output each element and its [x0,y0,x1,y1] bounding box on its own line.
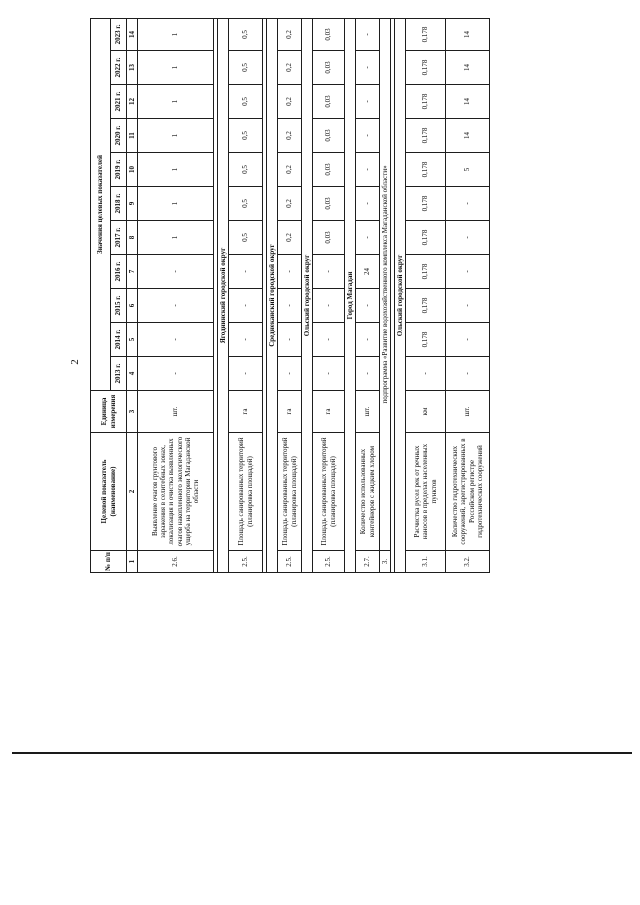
row-value: 0,5 [229,51,263,85]
row-value: - [313,289,345,323]
index-cell: 6 [127,289,138,323]
header-year: 2023 г. [111,18,127,50]
row-value: - [356,323,380,357]
index-cell: 9 [127,187,138,221]
row-value: 0,03 [313,153,345,187]
section-row [302,18,313,572]
row-unit: га [229,391,263,433]
header-year: 2014 г. [111,323,127,357]
index-cell: 5 [127,323,138,357]
row-unit: шт. [138,391,214,433]
row-value: - [313,255,345,289]
index-cell: 11 [127,119,138,153]
row-value: - [406,357,446,391]
header-year: 2022 г. [111,51,127,85]
row-value: 0,178 [406,153,446,187]
index-cell: 12 [127,85,138,119]
row-no: 2.5. [229,551,263,573]
header-no: № п/п [91,551,127,573]
horizontal-rule [12,752,632,754]
index-cell: 13 [127,51,138,85]
index-cell: 8 [127,221,138,255]
section-row [395,18,406,572]
header-year: 2020 г. [111,119,127,153]
header-year: 2021 г. [111,85,127,119]
row-value: - [313,323,345,357]
index-cell: 2 [127,433,138,551]
row-value: 5 [446,153,490,187]
row-indicator-name: Расчистка русел рек от речных наносов в пределах населенных пунктов [406,433,446,551]
row-value: 0,03 [313,18,345,50]
row-value: 14 [446,51,490,85]
row-value: 0,178 [406,255,446,289]
row-value: - [356,18,380,50]
row-value: 0,178 [406,323,446,357]
index-cell: 10 [127,153,138,187]
row-unit: шт. [356,391,380,433]
row-value: 14 [446,85,490,119]
row-value: - [229,357,263,391]
row-value: 1 [138,18,214,50]
row-no: 3.1. [406,551,446,573]
table-row [278,18,302,572]
row-value: 0,5 [229,85,263,119]
section-row [345,18,356,572]
row-value: 0,5 [229,153,263,187]
section-title: Среднеканский городской округ [267,18,278,572]
row-value: - [446,323,490,357]
table-row [229,18,263,572]
row-value: 0,178 [406,18,446,50]
row-value: 24 [356,255,380,289]
subprogram-title: подпрограмма «Развитие водохозяйственного комплекса Магаданской области» [380,18,391,550]
table-row [313,18,345,572]
row-value: - [229,255,263,289]
row-value: - [446,289,490,323]
row-value: 0,5 [229,18,263,50]
header-year: 2017 г. [111,221,127,255]
row-value: 14 [446,18,490,50]
header-indicator: Целевой показатель (наименование) [91,433,127,551]
header-unit: Единица измерения [91,391,127,433]
row-value: 1 [138,119,214,153]
row-value: 0,03 [313,51,345,85]
row-value: - [278,255,302,289]
row-value: 0,178 [406,187,446,221]
section-row [218,18,229,572]
index-cell: 3 [127,391,138,433]
section-title: Ольский городской округ [395,18,406,572]
row-value: 0,2 [278,187,302,221]
section-row [267,18,278,572]
row-value: - [356,357,380,391]
row-value: - [138,289,214,323]
row-value: - [278,323,302,357]
row-value: 1 [138,51,214,85]
row-value: 1 [138,187,214,221]
row-indicator-name: Количество гидротехнических сооружений, зарегистрированных в Российском регистре гидротехнических сооружений [446,433,490,551]
row-no: 2.5. [313,551,345,573]
header-year: 2015 г. [111,289,127,323]
rotated-table-container [90,18,565,573]
row-value: 0,178 [406,85,446,119]
row-no: 2.5. [278,551,302,573]
row-value: 14 [446,119,490,153]
header-year: 2018 г. [111,187,127,221]
row-value: - [278,357,302,391]
row-unit: га [313,391,345,433]
header-year: 2013 г. [111,357,127,391]
row-value: - [313,357,345,391]
subprogram-row [380,18,391,572]
row-value: - [138,255,214,289]
page-number: 2 [68,359,81,365]
row-value: 0,2 [278,85,302,119]
row-value: 0,5 [229,221,263,255]
index-cell: 4 [127,357,138,391]
row-value: - [446,187,490,221]
header-year: 2019 г. [111,153,127,187]
table-wrapper [90,18,565,573]
row-no: 2.7. [356,551,380,573]
row-value: 0,178 [406,289,446,323]
row-value: 0,2 [278,18,302,50]
row-value: - [229,323,263,357]
row-value: 0,03 [313,119,345,153]
table-row [406,18,446,572]
row-value: - [446,255,490,289]
row-indicator-name: Площадь санированных территорий (планировка площадей) [313,433,345,551]
row-value: 1 [138,153,214,187]
header-year: 2016 г. [111,255,127,289]
table-row [356,18,380,572]
row-value: - [356,85,380,119]
section-title: Город Магадан [345,18,356,572]
index-cell: 14 [127,18,138,50]
row-indicator-name: Количество использованных контейнеров с жидким хлором [356,433,380,551]
row-value: 0,03 [313,221,345,255]
row-no: 2.6. [138,551,214,573]
row-value: - [229,289,263,323]
row-unit: га [278,391,302,433]
row-no: 3.2. [446,551,490,573]
row-value: 1 [138,85,214,119]
row-value: 0,178 [406,119,446,153]
index-cell: 7 [127,255,138,289]
row-unit: шт. [446,391,490,433]
row-value: - [278,289,302,323]
row-value: 0,03 [313,85,345,119]
row-value: 0,2 [278,221,302,255]
row-value: - [356,51,380,85]
row-value: - [446,221,490,255]
subprogram-no: 3. [380,551,391,573]
row-value: - [356,187,380,221]
header-values-group: Значения целевых показателей [91,18,111,390]
row-indicator-name: Площадь санированных территорий (планировка площадей) [229,433,263,551]
row-value: 0,178 [406,51,446,85]
section-title: Ягоднинский городской округ [218,18,229,572]
row-value: 0,2 [278,119,302,153]
row-value: 0,5 [229,187,263,221]
table-row [138,18,214,572]
row-value: - [138,323,214,357]
table-row [446,18,490,572]
row-value: 0,2 [278,153,302,187]
row-indicator-name: Выявление очагов грунтового заражения в селитебных зонах, локализация и очистка выявленных очагов накопленного экологического ущерба на территории Магаданской области [138,433,214,551]
row-value: 0,03 [313,187,345,221]
row-value: - [138,357,214,391]
row-value: 0,178 [406,221,446,255]
row-value: - [356,289,380,323]
row-value: - [356,119,380,153]
section-title: Ольский городской округ [302,18,313,572]
index-cell: 1 [127,551,138,573]
row-unit: км [406,391,446,433]
row-indicator-name: Площадь санированных территорий (планировка площадей) [278,433,302,551]
row-value: - [356,221,380,255]
row-value: - [356,153,380,187]
row-value: 1 [138,221,214,255]
row-value: - [446,357,490,391]
row-value: 0,2 [278,51,302,85]
indicators-table [90,18,490,573]
row-value: 0,5 [229,119,263,153]
